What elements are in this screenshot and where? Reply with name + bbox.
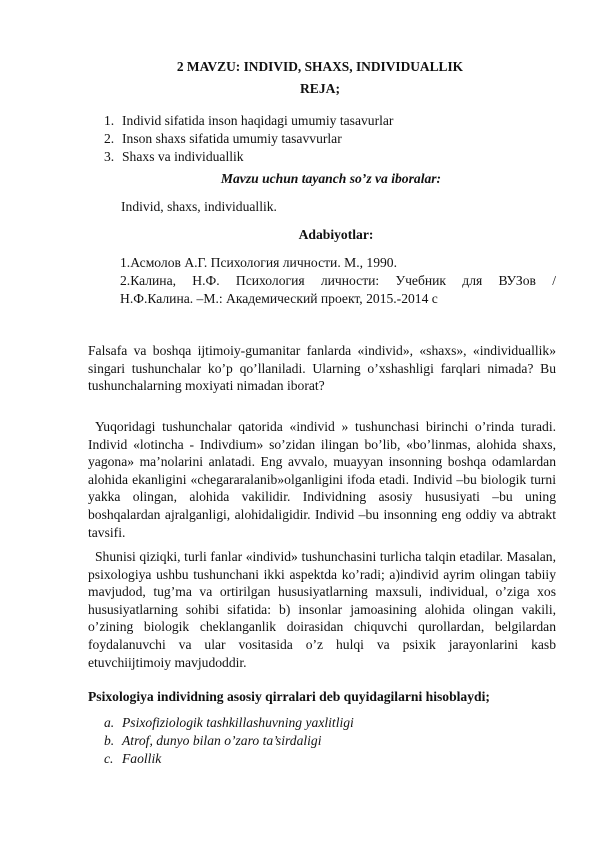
references-heading: Adabiyotlar: <box>298 227 374 242</box>
paragraph-text: Shunisi qiziqki, turli fanlar «individ» tushunchasini turlicha talqin etadilar. Masalan, psixologiya ushbu tushunchani ikki aspektda ko’radi; a)individ ayrim olingan tabiiy mavjudod, tug’ma va ortirilgan hususiyatlarning maxsuli, individual, o’ziga xos hususiyatlarning sohibi sifatida: b) insonlar jamoasining alohida olingan vakili, o’zining biologik cheklanganlik doirasidan chiquvchi qurollardan, belgilardan foydalanuvchi va ular vositasida o’z hulqi va psixik jarayonlarini kasb etuvchiijtimoiy mavjudoddir. <box>88 549 556 670</box>
plan-item-number: 1. <box>104 113 115 128</box>
keywords-text: Individ, shaxs, individuallik. <box>121 199 277 214</box>
plan-item <box>104 148 393 166</box>
quality-item <box>104 714 354 732</box>
reference-line: 1.Асмолов А.Г. Психология личности. М., 1990. <box>120 255 397 270</box>
plan-item-number: 2. <box>104 131 115 146</box>
plan-item-text: Individ sifatida inson haqidagi umumiy tasavurlar <box>122 113 394 128</box>
quality-letter: a. <box>104 715 115 730</box>
reference-line: 2.Калина, Н.Ф. Психология личности: Учебник для ВУЗов / <box>120 273 556 288</box>
plan-item-text: Shaxs va individuallik <box>122 149 244 164</box>
quality-item <box>104 732 354 750</box>
quality-item <box>104 750 354 768</box>
quality-text: Atrof, dunyo bilan o’zaro ta’sirdaligi <box>122 733 322 748</box>
quality-letter: c. <box>104 751 114 766</box>
paragraph <box>88 548 556 671</box>
page-title: 2 MAVZU: INDIVID, SHAXS, INDIVIDUALLIK <box>176 59 464 74</box>
plan-item <box>104 130 393 148</box>
plan-heading: REJA; <box>299 81 341 96</box>
paragraph-text: Falsafa va boshqa ijtimoiy-gumanitar fanlarda «individ», «shaxs», «individuallik» singari tushunchalar ko’p qo’llaniladi. Ularning o’xshashligi farqlari nimada? Bu tushunchalarning moxiyati nimadan iborat? <box>88 343 556 394</box>
plan-item-text: Inson shaxs sifatida umumiy tasavvurlar <box>122 131 342 146</box>
paragraph-text: Yuqoridagi tushunchalar qatorida «individ » tushunchasi birinchi o’rinda turadi. Individ «lotincha - Indivdium» so’zidan ilingan bo’lib, «bo’linmas, alohida shaxs, yagona» ma’nolarini anlatadi. Eng avvalo, muayyan insonning boshqa odamlardan alohida ekanligini «chegararalanib»olganligini ifoda etadi. Individ –bu biologik turni yakka olingan, alohida vakilidir. Individning asosiy hususiyati –bu uning boshqalardan ajralganligi, alohidaligidir. Individ –bu insonning eng oddiy va abtrakt tavsifi. <box>88 419 556 540</box>
keywords-heading: Mavzu uchun tayanch so’z va iboralar: <box>220 171 442 186</box>
plan-list <box>104 112 393 166</box>
paragraph <box>88 418 556 541</box>
paragraph <box>88 342 556 395</box>
plan-item <box>104 112 393 130</box>
quality-letter: b. <box>104 733 115 748</box>
qualities-heading: Psixologiya individning asosiy qirralari deb quyidagilarni hisoblaydi; <box>88 689 490 704</box>
quality-text: Psixofiziologik tashkillashuvning yaxlitligi <box>122 715 354 730</box>
plan-item-number: 3. <box>104 149 115 164</box>
reference-line: Н.Ф.Калина. –М.: Академический проект, 2015.-2014 с <box>120 291 438 306</box>
quality-text: Faollik <box>122 751 162 766</box>
qualities-list <box>104 714 354 768</box>
